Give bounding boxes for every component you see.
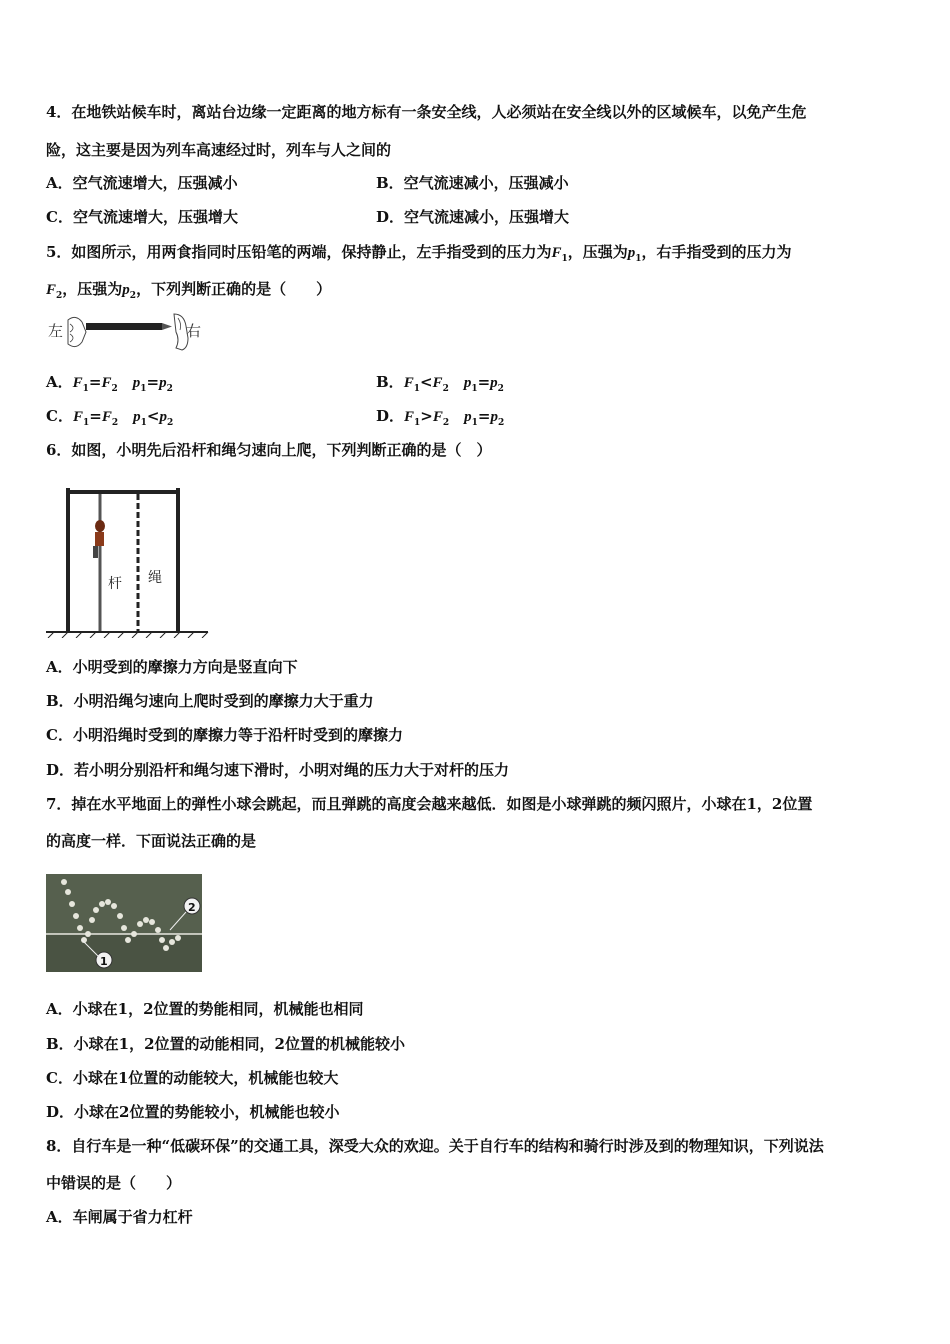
fig-left-label: 左 (48, 322, 64, 340)
pencil-fingers-figure (46, 310, 206, 358)
q4-option-c: C．空气流速增大，压强增大 (46, 208, 238, 226)
q6-option-b: B．小明沿绳匀速向上爬时受到的摩擦力大于重力 (46, 692, 374, 710)
q7-stem-line2: 的高度一样．下面说法正确的是 (46, 832, 257, 850)
fig-position-2: 2 (188, 901, 196, 914)
q6-option-d: D．若小明分别沿杆和绳匀速下滑时，小明对绳的压力大于对杆的压力 (46, 761, 510, 779)
bouncing-ball-photo (46, 874, 202, 972)
q6-option-a: A．小明受到的摩擦力方向是竖直向下 (46, 658, 298, 676)
q4-stem-line2: 险，这主要是因为列车高速经过时，列车与人之间的 (46, 141, 392, 159)
q5-option-d: D．$F_1>F_2$ $p_1=p_2$ (376, 407, 505, 428)
q7-option-d: D．小球在2位置的势能较小，机械能也较小 (46, 1103, 340, 1121)
q8-stem-line1: 8．自行车是一种“低碳环保”的交通工具，深受大众的欢迎。关于自行车的结构和骑行时涉及到的物理知识，下列说法 (46, 1137, 824, 1155)
q4-option-d: D．空气流速减小，压强增大 (376, 208, 570, 226)
fig-rope-label: 绳 (148, 570, 162, 586)
q6-option-c: C．小明沿绳时受到的摩擦力等于沿杆时受到的摩擦力 (46, 726, 403, 744)
q7-option-c: C．小球在1位置的动能较大，机械能也较大 (46, 1069, 339, 1087)
q8-stem-line2: 中错误的是（ ） (46, 1174, 182, 1192)
q5-stem-line2: $F_2$，压强为$p_2$，下列判断正确的是（ ） (46, 280, 332, 301)
q5-option-c: C．$F_1=F_2$ $p_1<p_2$ (46, 407, 174, 428)
q5-option-b: B．$F_1<F_2$ $p_1=p_2$ (376, 373, 504, 394)
q7-stem-line1: 7．掉在水平地面上的弹性小球会跳起，而且弹跳的高度会越来越低．如图是小球弹跳的频闪照片，小球在1，2位置 (46, 795, 813, 813)
pole-rope-figure (44, 484, 210, 638)
q7-option-a: A．小球在1，2位置的势能相同，机械能也相同 (46, 1000, 364, 1018)
q6-stem: 6．如图，小明先后沿杆和绳匀速向上爬，下列判断正确的是（ ） (46, 441, 492, 459)
fig-position-1: 1 (100, 955, 108, 968)
fig-pole-label: 杆 (108, 576, 122, 592)
q4-option-a: A．空气流速增大，压强减小 (46, 174, 238, 192)
q4-option-b: B．空气流速减小，压强减小 (376, 174, 569, 192)
q5-option-a: A．$F_1=F_2$ $p_1=p_2$ (46, 373, 173, 394)
fig-right-label: 右 (186, 322, 202, 340)
q7-option-b: B．小球在1，2位置的动能相同，2位置的机械能较小 (46, 1035, 405, 1053)
q4-stem-line1: 4．在地铁站候车时，离站台边缘一定距离的地方标有一条安全线，人必须站在安全线以外的区域候车，以免产生危 (46, 103, 807, 121)
q8-option-a: A．车闸属于省力杠杆 (46, 1208, 193, 1226)
q5-stem-line1: 5．如图所示，用两食指同时压铅笔的两端，保持静止，左手指受到的压力为$F_1$，压强为$p_1$，右手指受到的压力为 (46, 243, 792, 264)
